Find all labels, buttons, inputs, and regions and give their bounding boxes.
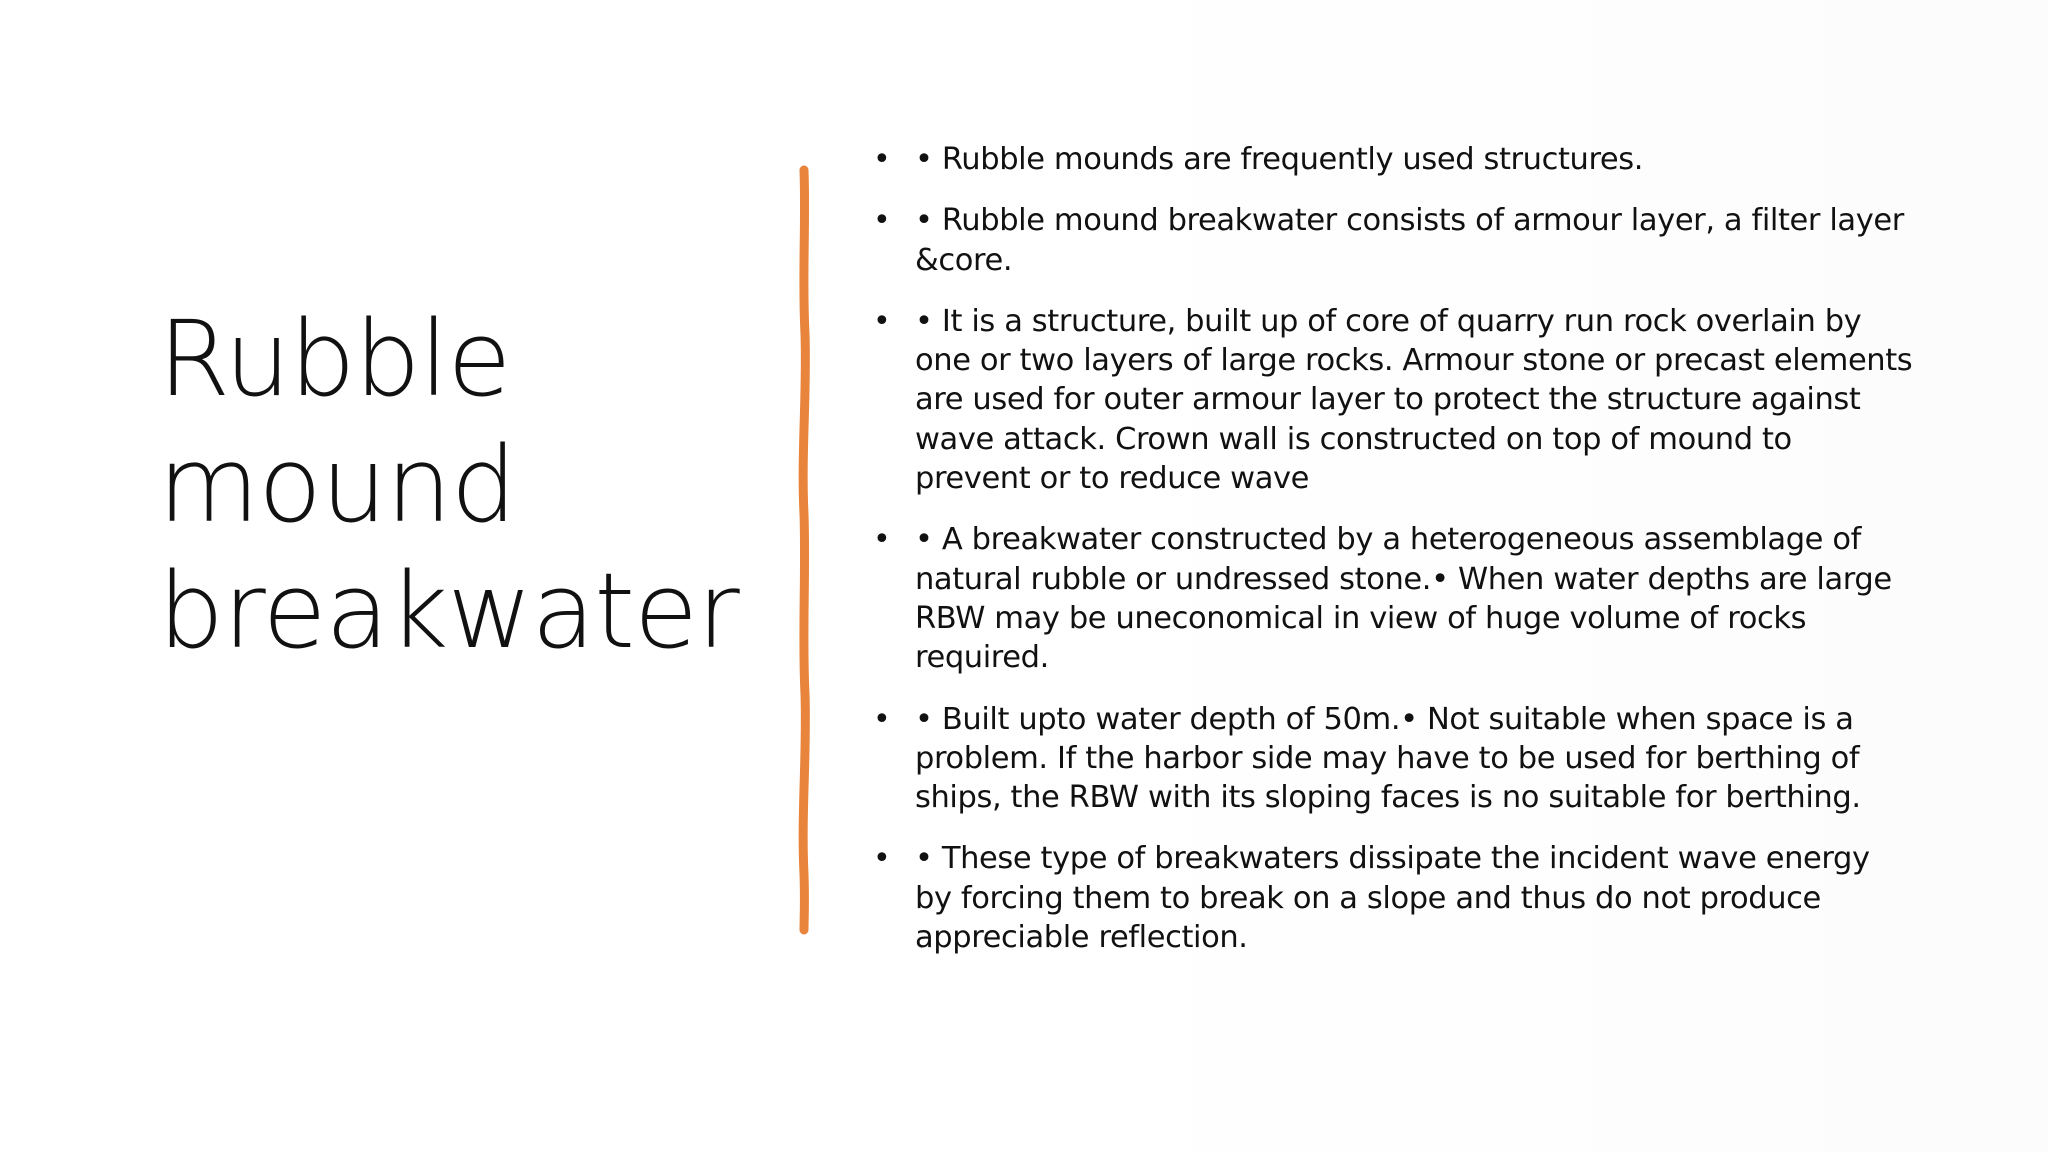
bullet-item xyxy=(873,520,1915,677)
bullet-list xyxy=(873,140,1915,979)
bullet-item xyxy=(873,201,1915,280)
bullet-item xyxy=(873,700,1915,818)
vertical-divider-line xyxy=(786,164,822,936)
slide-title-line-3: breakwater xyxy=(158,550,739,672)
bullet-marker: • xyxy=(873,203,891,239)
bullet-marker: • xyxy=(873,303,891,339)
slide-title xyxy=(158,296,739,674)
bullet-text: • A breakwater constructed by a heterogeneous assemblage of natural rubble or undressed stone.• When water depths are large RBW may be uneconomical in view of huge volume of rocks required. xyxy=(915,522,1892,676)
slide-title-line-2: mound xyxy=(158,424,516,546)
bullet-text: • Built upto water depth of 50m.• Not suitable when space is a problem. If the harbor side may have to be used for berthing of ships, the RBW with its sloping faces is no suitable for berthing. xyxy=(915,701,1861,816)
bullet-text: • Rubble mounds are frequently used structures. xyxy=(915,142,1644,177)
bullet-item xyxy=(873,140,1915,179)
bullet-item xyxy=(873,302,1915,498)
bullet-marker: • xyxy=(873,142,891,177)
bullet-marker: • xyxy=(873,701,891,737)
bullet-marker: • xyxy=(873,522,891,558)
bullet-marker: • xyxy=(873,841,891,877)
bullet-text: • It is a structure, built up of core of quarry run rock overlain by one or two layers of large rocks. Armour stone or precast elements are used for outer armour layer to protect the structure against wave attack. Crown wall is constructed on top of mound to prevent or to reduce wave xyxy=(915,303,1913,497)
bullet-item xyxy=(873,839,1915,957)
bullet-text: • Rubble mound breakwater consists of armour layer, a filter layer &core. xyxy=(915,203,1904,278)
slide-title-line-1: Rubble xyxy=(158,298,511,420)
bullet-text: • These type of breakwaters dissipate the incident wave energy by forcing them to break on a slope and thus do not produce appreciable reflection. xyxy=(915,841,1870,956)
